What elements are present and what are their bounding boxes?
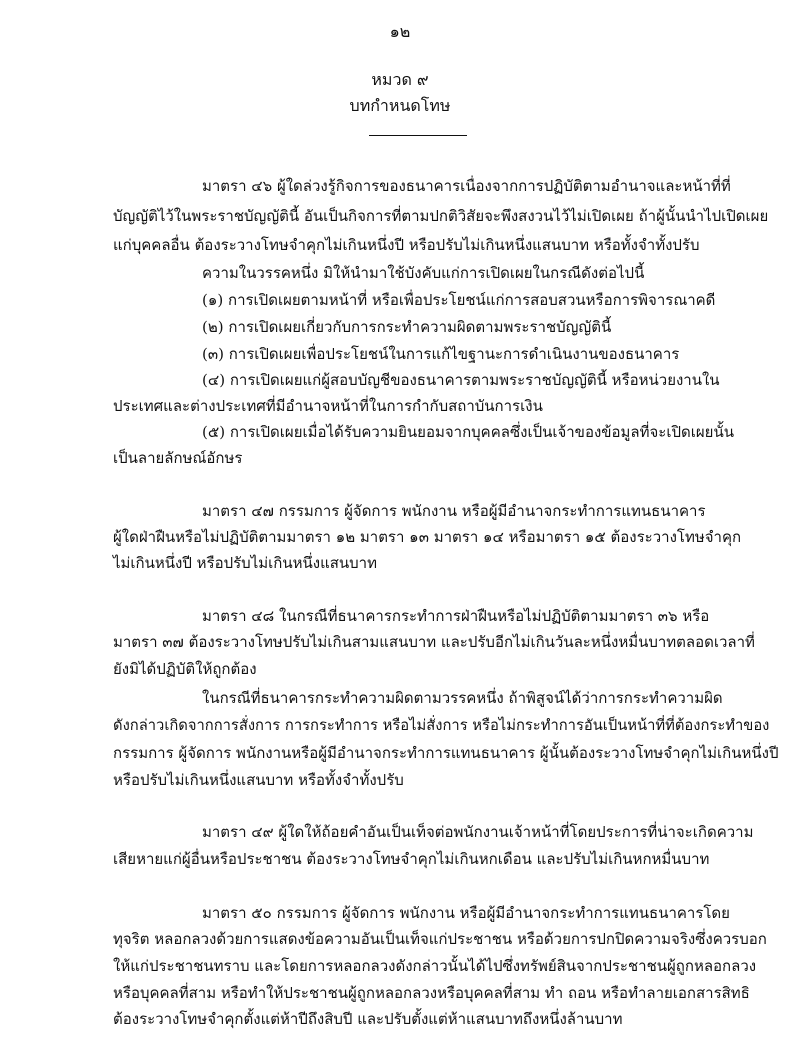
chapter-title: บทกำหนดโทษ: [349, 96, 451, 115]
section-48-line: ยังมิได้ปฏิบัติให้ถูกต้อง: [113, 660, 257, 678]
section-46-line: บัญญัติไว้ในพระราชบัญญัตินี้ อันเป็นกิจการที่ตามปกติวิสัยจะพึงสงวนไว้ไม่เปิดเผย ถ้าผู้นั้นนำไปเปิดเผย: [113, 207, 769, 225]
section-46-item: (๒) การเปิดเผยเกี่ยวกับการกระทำความผิดตามพระราชบัญญัตินี้: [202, 318, 612, 336]
section-46-item: (๑) การเปิดเผยตามหน้าที่ หรือเพื่อประโยชน์แก่การสอบสวนหรือการพิจารณาคดี: [202, 291, 716, 309]
section-48-line: หรือปรับไม่เกินหนึ่งแสนบาท หรือทั้งจำทั้งปรับ: [113, 771, 404, 789]
section-46-line: ประเทศและต่างประเทศที่มีอำนาจหน้าที่ในการกำกับสถาบันการเงิน: [113, 397, 543, 415]
section-49-line: เสียหายแก่ผู้อื่นหรือประชาชน ต้องระวางโทษจำคุกไม่เกินหกเดือน และปรับไม่เกินหกหมื่นบาท: [113, 850, 710, 868]
section-48-line: ในกรณีที่ธนาคารกระทำความผิดตามวรรคหนึ่ง ถ้าพิสูจน์ได้ว่าการกระทำความผิด: [202, 689, 723, 707]
section-46-item: (๓) การเปิดเผยเพื่อประโยชน์ในการแก้ไขฐานะการดำเนินงานของธนาคาร: [202, 345, 680, 363]
section-47-line: ผู้ใดฝ่าฝืนหรือไม่ปฏิบัติตามมาตรา ๑๒ มาตรา ๑๓ มาตรา ๑๔ หรือมาตรา ๑๕ ต้องระวางโทษจำคุก: [113, 528, 742, 546]
section-46-item: (๔) การเปิดเผยแก่ผู้สอบบัญชีของธนาคารตามพระราชบัญญัตินี้ หรือหน่วยงานใน: [202, 371, 720, 389]
section-50-line: ต้องระวางโทษจำคุกตั้งแต่ห้าปีถึงสิบปี และปรับตั้งแต่ห้าแสนบาทถึงหนึ่งล้านบาท: [113, 1010, 623, 1028]
title-underline: [369, 135, 467, 136]
section-46-item: (๕) การเปิดเผยเมื่อได้รับความยินยอมจากบุคคลซึ่งเป็นเจ้าของข้อมูลที่จะเปิดเผยนั้น: [202, 423, 734, 441]
section-48-line: มาตรา ๓๗ ต้องระวางโทษปรับไม่เกินสามแสนบาท และปรับอีกไม่เกินวันละหนึ่งหมื่นบาทตลอดเวลาที่: [113, 633, 755, 651]
section-46-line: แก่บุคคลอื่น ต้องระวางโทษจำคุกไม่เกินหนึ่งปี หรือปรับไม่เกินหนึ่งแสนบาท หรือทั้งจำทั้งปรับ: [113, 236, 700, 254]
section-50-line: ทุจริต หลอกลวงด้วยการแสดงข้อความอันเป็นเท็จแก่ประชาชน หรือด้วยการปกปิดความจริงซึ่งควรบอก: [113, 930, 767, 948]
page-number: ๑๒: [389, 22, 411, 41]
section-50-line: มาตรา ๕๐ กรรมการ ผู้จัดการ พนักงาน หรือผู้มีอำนาจกระทำการแทนธนาคารโดย: [202, 904, 730, 922]
section-48-line: กรรมการ ผู้จัดการ พนักงานหรือผู้มีอำนาจกระทำการแทนธนาคาร ผู้นั้นต้องระวางโทษจำคุกไม่เกินหนึ่งปี: [113, 744, 779, 762]
section-47-line: ไม่เกินหนึ่งปี หรือปรับไม่เกินหนึ่งแสนบาท: [113, 554, 377, 572]
section-48-line: ดังกล่าวเกิดจากการสั่งการ การกระทำการ หรือไม่สั่งการ หรือไม่กระทำการอันเป็นหน้าที่ที่ต้องกระทำของ: [113, 717, 770, 734]
chapter-label: หมวด ๙: [371, 70, 429, 89]
section-50-line: ให้แก่ประชาชนทราบ และโดยการหลอกลวงดังกล่าวนั้นได้ไปซึ่งทรัพย์สินจากประชาชนผู้ถูกหลอกลวง: [113, 957, 757, 975]
section-47-line: มาตรา ๔๗ กรรมการ ผู้จัดการ พนักงาน หรือผู้มีอำนาจกระทำการแทนธนาคาร: [202, 502, 706, 520]
section-46-line: เป็นลายลักษณ์อักษร: [113, 449, 243, 467]
section-48-line: มาตรา ๔๘ ในกรณีที่ธนาคารกระทำการฝ่าฝืนหรือไม่ปฏิบัติตามมาตรา ๓๖ หรือ: [202, 607, 710, 625]
section-49-line: มาตรา ๔๙ ผู้ใดให้ถ้อยคำอันเป็นเท็จต่อพนักงานเจ้าหน้าที่โดยประการที่น่าจะเกิดความ: [202, 823, 754, 841]
section-46-line: ความในวรรคหนึ่ง มิให้นำมาใช้บังคับแก่การเปิดเผยในกรณีดังต่อไปนี้: [202, 264, 645, 282]
section-46-line: มาตรา ๔๖ ผู้ใดล่วงรู้กิจการของธนาคารเนื่องจากการปฏิบัติตามอำนาจและหน้าที่ที่: [202, 177, 731, 195]
section-50-line: หรือบุคคลที่สาม หรือทำให้ประชาชนผู้ถูกหลอกลวงหรือบุคคลที่สาม ทำ ถอน หรือทำลายเอกสารสิทธิ: [113, 984, 750, 1002]
